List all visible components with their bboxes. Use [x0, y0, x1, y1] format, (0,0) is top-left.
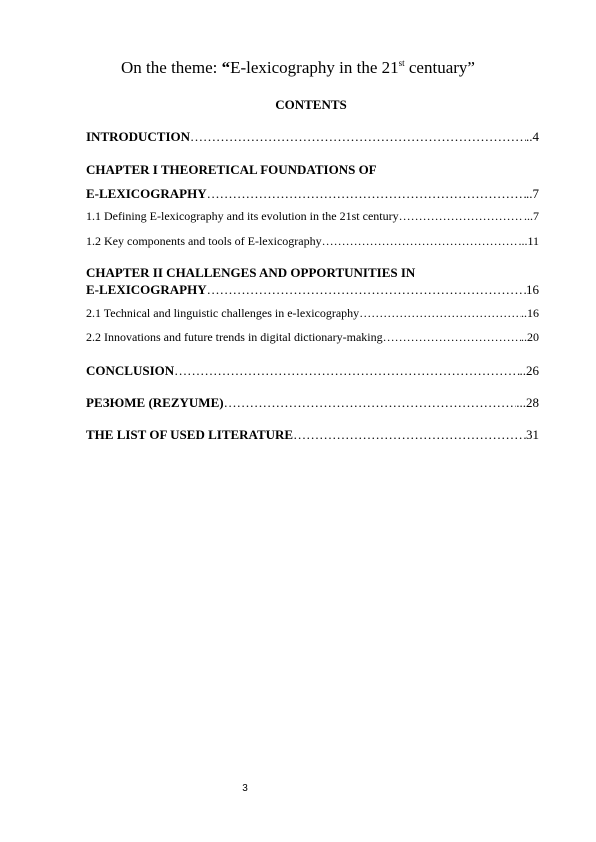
- toc-entry-page: ...28: [516, 395, 539, 410]
- toc-entry-literature[interactable]: [86, 426, 539, 443]
- toc-entry-page: 31: [526, 427, 539, 442]
- toc-entry-chapter2[interactable]: [86, 281, 539, 298]
- toc-entry-title: 2.2 Innovations and future trends in digital dictionary-making: [86, 330, 383, 344]
- toc-entry-page: ..4: [526, 129, 539, 144]
- theme-superscript: st: [398, 58, 405, 68]
- theme-text-end: centuary”: [404, 58, 475, 77]
- toc-dot-leader: [359, 305, 521, 322]
- theme-open-quote: “: [221, 58, 231, 77]
- toc-dot-leader: [224, 394, 517, 411]
- toc-entry-title: 1.2 Key components and tools of E-lexicography: [86, 234, 322, 248]
- theme-text: E-lexicography in the 21: [230, 58, 399, 77]
- toc-entry-section-2-1[interactable]: [86, 305, 539, 322]
- toc-entry-page: ...11: [518, 234, 539, 248]
- toc-entry-section-2-2[interactable]: [86, 329, 539, 346]
- theme-prefix: On the theme:: [121, 58, 222, 77]
- toc-entry-page: ..20: [521, 330, 539, 344]
- toc-entry-title: 2.1 Technical and linguistic challenges in e-lexicography: [86, 306, 360, 320]
- toc-dot-leader: [190, 128, 526, 145]
- toc-dot-leader: [322, 233, 519, 250]
- toc-entry-title: 1.1 Defining E-lexicography and its evolution in the 21st century: [86, 209, 399, 223]
- toc-entry-page: 16: [526, 282, 539, 297]
- toc-dot-leader: [207, 185, 526, 202]
- toc-entry-page: ..16: [521, 306, 539, 320]
- toc-entry-title: РЕЗЮМЕ (REZYUME): [86, 395, 224, 410]
- toc-dot-leader: [174, 362, 519, 379]
- page-number: 3: [242, 783, 248, 794]
- toc-entry-chapter1[interactable]: [86, 185, 539, 202]
- toc-entry-rezume[interactable]: [86, 394, 539, 411]
- toc-entry-page: ...7: [524, 209, 539, 223]
- toc-entry-conclusion[interactable]: [86, 362, 539, 379]
- toc-entry-page: ..26: [519, 363, 539, 378]
- toc-dot-leader: [399, 208, 524, 225]
- contents-heading: CONTENTS: [275, 97, 347, 112]
- toc-entry-section-1-2[interactable]: [86, 233, 539, 250]
- toc-entry-title: E-LEXICOGRAPHY: [86, 282, 207, 297]
- toc-entry-page: ..7: [526, 186, 539, 201]
- toc-entry-title: THE LIST OF USED LITERATURE: [86, 427, 294, 442]
- toc-chapter1-heading[interactable]: CHAPTER I THEORETICAL FOUNDATIONS OF: [86, 162, 377, 177]
- toc-entry-title: E-LEXICOGRAPHY: [86, 186, 207, 201]
- theme-title: [0, 58, 596, 78]
- toc-entry-introduction[interactable]: [86, 128, 539, 145]
- toc-chapter2-heading[interactable]: CHAPTER II CHALLENGES AND OPPORTUNITIES IN: [86, 265, 416, 280]
- toc-dot-leader: [207, 281, 526, 298]
- toc-dot-leader: [383, 329, 521, 346]
- toc-entry-title: INTRODUCTION: [86, 129, 191, 144]
- toc-entry-section-1-1[interactable]: [86, 208, 539, 225]
- toc-entry-title: CONCLUSION: [86, 363, 175, 378]
- toc-dot-leader: [293, 426, 526, 443]
